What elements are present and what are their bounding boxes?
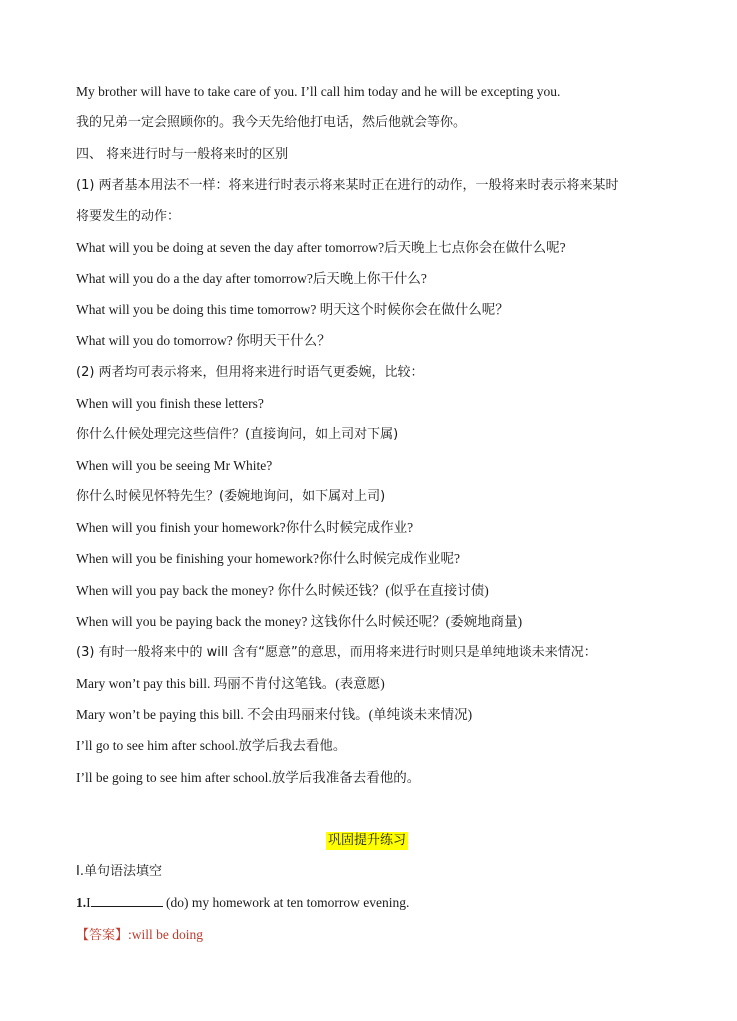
example-line: Mary won’t be paying this bill. 不会由玛丽来付钱。(单纯谈未来情况) — [76, 707, 473, 722]
question-prefix: I — [86, 895, 91, 910]
example-line: When will you finish these letters? — [76, 396, 264, 411]
text-line: (2) 两者均可表示将来，但用将来进行时语气更委婉，比较： — [76, 365, 424, 380]
example-line: When will you be finishing your homework?你什么时候完成作业呢? — [76, 551, 460, 566]
exercise-section-title: 巩固提升练习 — [328, 833, 407, 848]
example-line: 你什么时候见怀特先生？(委婉地询问，如下属对上司) — [76, 489, 386, 504]
answer-label: 【答案】 — [76, 928, 129, 943]
example-line: 你什么什候处理完这些信件？(直接询问，如上司对下属) — [76, 427, 399, 442]
example-line: What will you be doing this time tomorrow? 明天这个时候你会在做什么呢？ — [76, 302, 509, 317]
text-line: (1) 两者基本用法不一样：将来进行时表示将来某时正在进行的动作，一般将来时表示将来某时 — [76, 178, 619, 193]
exercise-subheading: Ⅰ.单句语法填空 — [76, 864, 162, 879]
text-line: 我的兄弟一定会照顾你的。我今天先给他打电话，然后他就会等你。 — [76, 115, 467, 130]
answer-blank[interactable] — [91, 894, 163, 907]
example-line: What will you do tomorrow? 你明天干什么？ — [76, 333, 331, 348]
text-line: My brother will have to take care of you. I’ll call him today and he will be excepting you. — [76, 84, 561, 99]
example-line: I’ll be going to see him after school.放学后我准备去看他的。 — [76, 770, 421, 785]
answer-text: :will be doing — [128, 927, 204, 942]
example-line: What will you be doing at seven the day after tomorrow?后天晚上七点你会在做什么呢? — [76, 240, 566, 255]
example-line: When will you be seeing Mr White? — [76, 458, 273, 473]
example-line: When will you pay back the money? 你什么时候还钱？(似乎在直接讨债) — [76, 583, 489, 598]
answer-line — [76, 926, 676, 945]
example-line: What will you do a the day after tomorrow?后天晚上你干什么? — [76, 271, 427, 286]
example-line: Mary won’t pay this bill. 玛丽不肯付这笔钱。(表意愿) — [76, 676, 385, 691]
example-line: I’ll go to see him after school.放学后我去看他。 — [76, 738, 347, 753]
text-line: (3) 有时一般将来中的 will 含有“愿意”的意思，而用将来进行时则只是单纯地谈未来情况： — [76, 645, 597, 660]
text-line: 将要发生的动作： — [76, 209, 181, 224]
section-heading: 四、 将来进行时与一般将来时的区别 — [76, 147, 289, 162]
question-text: (do) my homework at ten tomorrow evening. — [162, 895, 410, 910]
question-number: 1. — [76, 895, 87, 910]
question-item — [76, 894, 676, 912]
example-line: When will you finish your homework?你什么时候完成作业? — [76, 520, 414, 535]
example-line: When will you be paying back the money? 这钱你什么时候还呢？(委婉地商量) — [76, 614, 523, 629]
